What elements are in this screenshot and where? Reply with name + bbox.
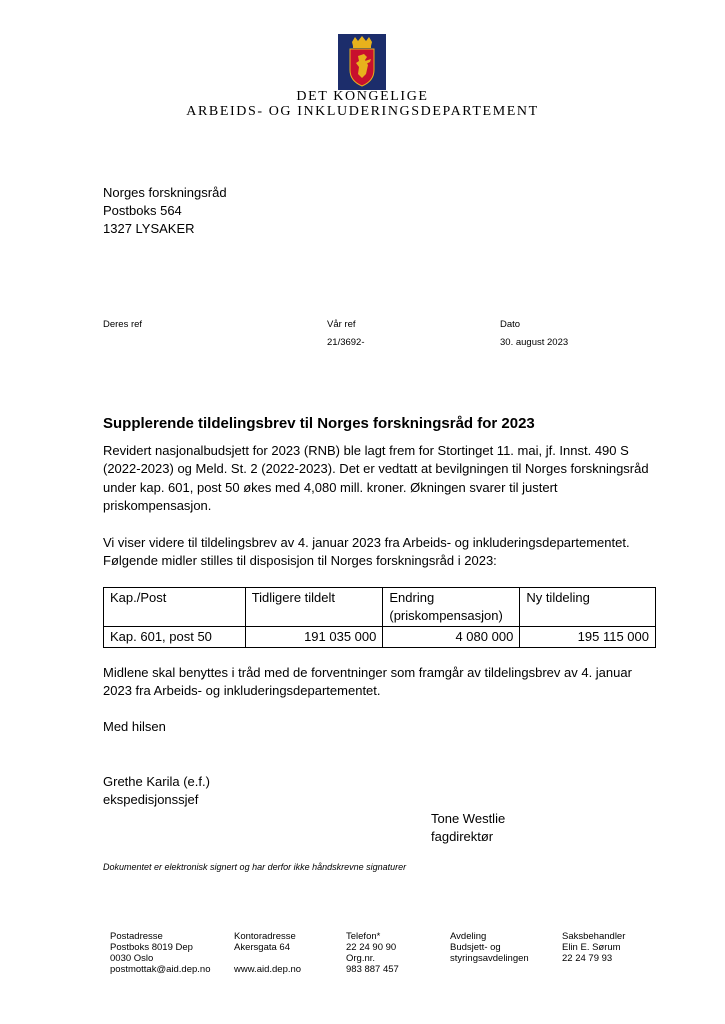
footer-email: postmottak@aid.dep.no [110,964,211,975]
footer-value: 22 24 79 93 [562,953,613,964]
table-cell: 195 115 000 [520,627,656,648]
footer-value: Org.nr. [346,953,376,964]
dato-label: Dato [500,319,521,330]
norwegian-coat-of-arms-icon [338,34,386,90]
signer-1 [103,773,210,809]
footer-postadresse [110,931,210,975]
table-header-row [104,588,656,627]
footer-website: www.aid.dep.no [234,964,302,975]
footer-label: Telefon* [346,931,381,942]
signer-1-title: ekspedisjonssjef [103,792,199,807]
paragraph-1: Revidert nasjonalbudsjett for 2023 (RNB) ble lagt frem for Stortinget 11. mai, jf. Innst. 490 S (2022-2023) og Meld. St. 2 (2022-2023). Det er vedtatt at bevilgningen til Norges forskningsråd under kap. 601, post 50 økes med 4,080 mill. kroner. Økningen svarer til justert priskompensasjon. [103,443,649,513]
allocation-table [103,587,656,648]
footer-kontoradresse [234,931,301,975]
table-cell: 4 080 000 [383,627,520,648]
paragraph-3: Midlene skal benyttes i tråd med de forventninger som framgår av tildelingsbrev av 4. januar 2023 fra Arbeids- og inkluderingsdepartementet. [103,665,632,699]
footer-saksbehandler [562,931,625,964]
table-header: Kap./Post [104,588,246,627]
table-header: Tidligere tildelt [245,588,383,627]
footer-label: Kontoradresse [234,931,296,942]
deres-ref-label: Deres ref [103,319,143,330]
table-header: Endring (priskompensasjon) [383,588,520,627]
table-row [104,627,656,648]
footer-label: Saksbehandler [562,931,626,942]
signer-2 [431,810,505,846]
department-name-line1: DET KONGELIGE [296,89,429,104]
footer-label: Postadresse [110,931,163,942]
table-cell: 191 035 000 [245,627,383,648]
footer-value: 983 887 457 [346,964,399,975]
footer-value: Postboks 8019 Dep [110,942,193,953]
footer-value: Elin E. Sørum [562,942,621,953]
footer-spacer [234,953,301,964]
dato-value: 30. august 2023 [500,337,569,348]
table-header: Ny tildeling [520,588,656,627]
letter-heading: Supplerende tildelingsbrev til Norges forskningsråd for 2023 [103,415,535,432]
recipient-city: 1327 LYSAKER [103,221,195,236]
footer-value: 22 24 90 90 [346,942,397,953]
signer-2-name: Tone Westlie [431,811,506,826]
table-cell: Kap. 601, post 50 [104,627,246,648]
recipient-address [103,184,227,238]
footer-value: Budsjett- og [450,942,501,953]
footer-value: styringsavdelingen [450,953,529,964]
var-ref-label: Vår ref [327,319,356,330]
paragraph-2: Vi viser videre til tildelingsbrev av 4. januar 2023 fra Arbeids- og inkluderingsdepartementet. Følgende midler stilles til disposisjon til Norges forskningsråd i 2023: [103,535,630,569]
var-ref-value: 21/3692- [327,337,365,348]
footer-value: Akersgata 64 [234,942,290,953]
closing-greeting: Med hilsen [103,719,166,734]
signer-2-title: fagdirektør [431,829,494,844]
footer-label: Avdeling [450,931,487,942]
recipient-postbox: Postboks 564 [103,203,182,218]
department-name-line2: ARBEIDS- OG INKLUDERINGSDEPARTEMENT [186,104,539,119]
footer-value: 0030 Oslo [110,953,154,964]
recipient-name: Norges forskningsråd [103,185,227,200]
signer-1-name: Grethe Karila (e.f.) [103,774,210,789]
electronic-signature-note: Dokumentet er elektronisk signert og har derfor ikke håndskrevne signaturer [103,862,407,872]
footer-avdeling [450,931,529,964]
footer-telefon [346,931,399,975]
